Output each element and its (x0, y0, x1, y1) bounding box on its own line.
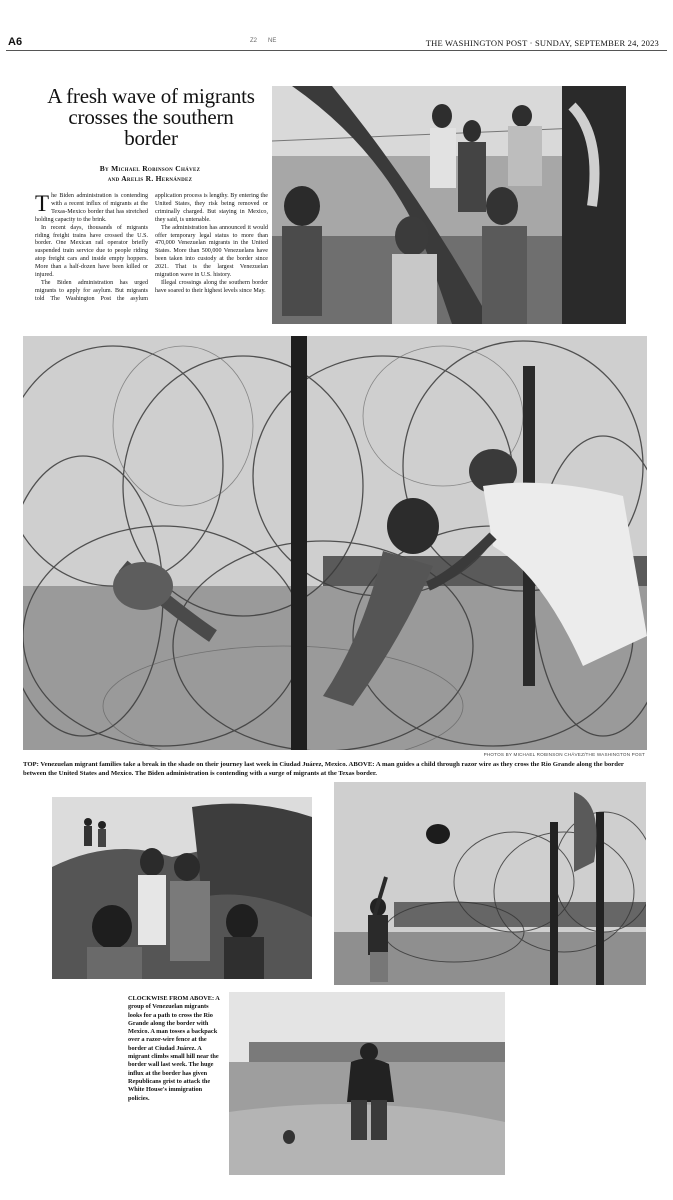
article-paragraph: The administration has announced it would offer temporary legal status to more than 470,000 Venezuelan migrants in the United States. More than 500,000 Venezuelans have been taken into custody at the border since 2021. That is the largest Venezuelan migration wave in U.S. history. (155, 224, 268, 279)
photo-credit: PHOTOS BY MICHAEL ROBINSON CHÁVEZ/THE WASHINGTON POST (483, 752, 645, 757)
photo-backpack-toss (334, 782, 646, 985)
photo-migrant-families (272, 86, 626, 324)
page-number: A6 (8, 36, 23, 48)
photo-man-climbing (229, 992, 505, 1175)
article-paragraph: Illegal crossings along the southern border have soared to their highest levels since May. (155, 279, 268, 294)
photo-group-at-river (52, 797, 312, 979)
photo-razor-wire-crossing (23, 336, 647, 750)
folio-mark-left: Z2 (250, 38, 258, 44)
article-body (35, 193, 268, 327)
side-caption: CLOCKWISE FROM ABOVE: A group of Venezuelan migrants looks for a path to cross the Rio Grande along the border with Mexico. A man tosses a backpack over a razor-wire fence at the border at Ciudad Juárez. A migrant climbs small hill near the border wall last week. The huge influx at the border has given Republicans grist to attack the White House's immigration policies. (128, 995, 220, 1102)
top-rule (6, 50, 667, 51)
article-paragraph: The Biden administration is contending with a recent influx of migrants at the Texas-Mexico border that has stretched holding capacity to the brink. (35, 191, 148, 223)
dateline: THE WASHINGTON POST · SUNDAY, SEPTEMBER 24, 2023 (425, 38, 659, 48)
byline-author-1: By Michael Robinson Chávez (99, 164, 201, 173)
article-paragraph: The Biden administration has urged migrants to apply for asylum. But migrants told The Washington Post the asylum application process is lengthy. By entering the United States, they risk being removed or criminally charged. But staying in Mexico, they said, is untenable. (35, 193, 268, 302)
headline: A fresh wave of migrants crosses the southern border (47, 84, 255, 150)
main-caption: TOP: Venezuelan migrant families take a break in the shade on their journey last week in Ciudad Juárez, Mexico. ABOVE: A man guides a child through razor wire as they cross the Rio Grande along the border between the United States and Mexico. The Biden administration is contending with a surge of migrants at the Texas border. (23, 761, 624, 777)
drop-cap: T (35, 191, 50, 216)
article-paragraph: In recent days, thousands of migrants riding freight trains have crossed the U.S. border. One Mexican rail operator briefly suspended train service due to people riding atop freight cars and inside empty hoppers. More than a half-dozen have been killed or injured. (35, 224, 148, 279)
byline (60, 164, 240, 184)
byline-author-2: and Arelis R. Hernández (107, 174, 193, 183)
folio-mark-right: NE (268, 38, 277, 44)
